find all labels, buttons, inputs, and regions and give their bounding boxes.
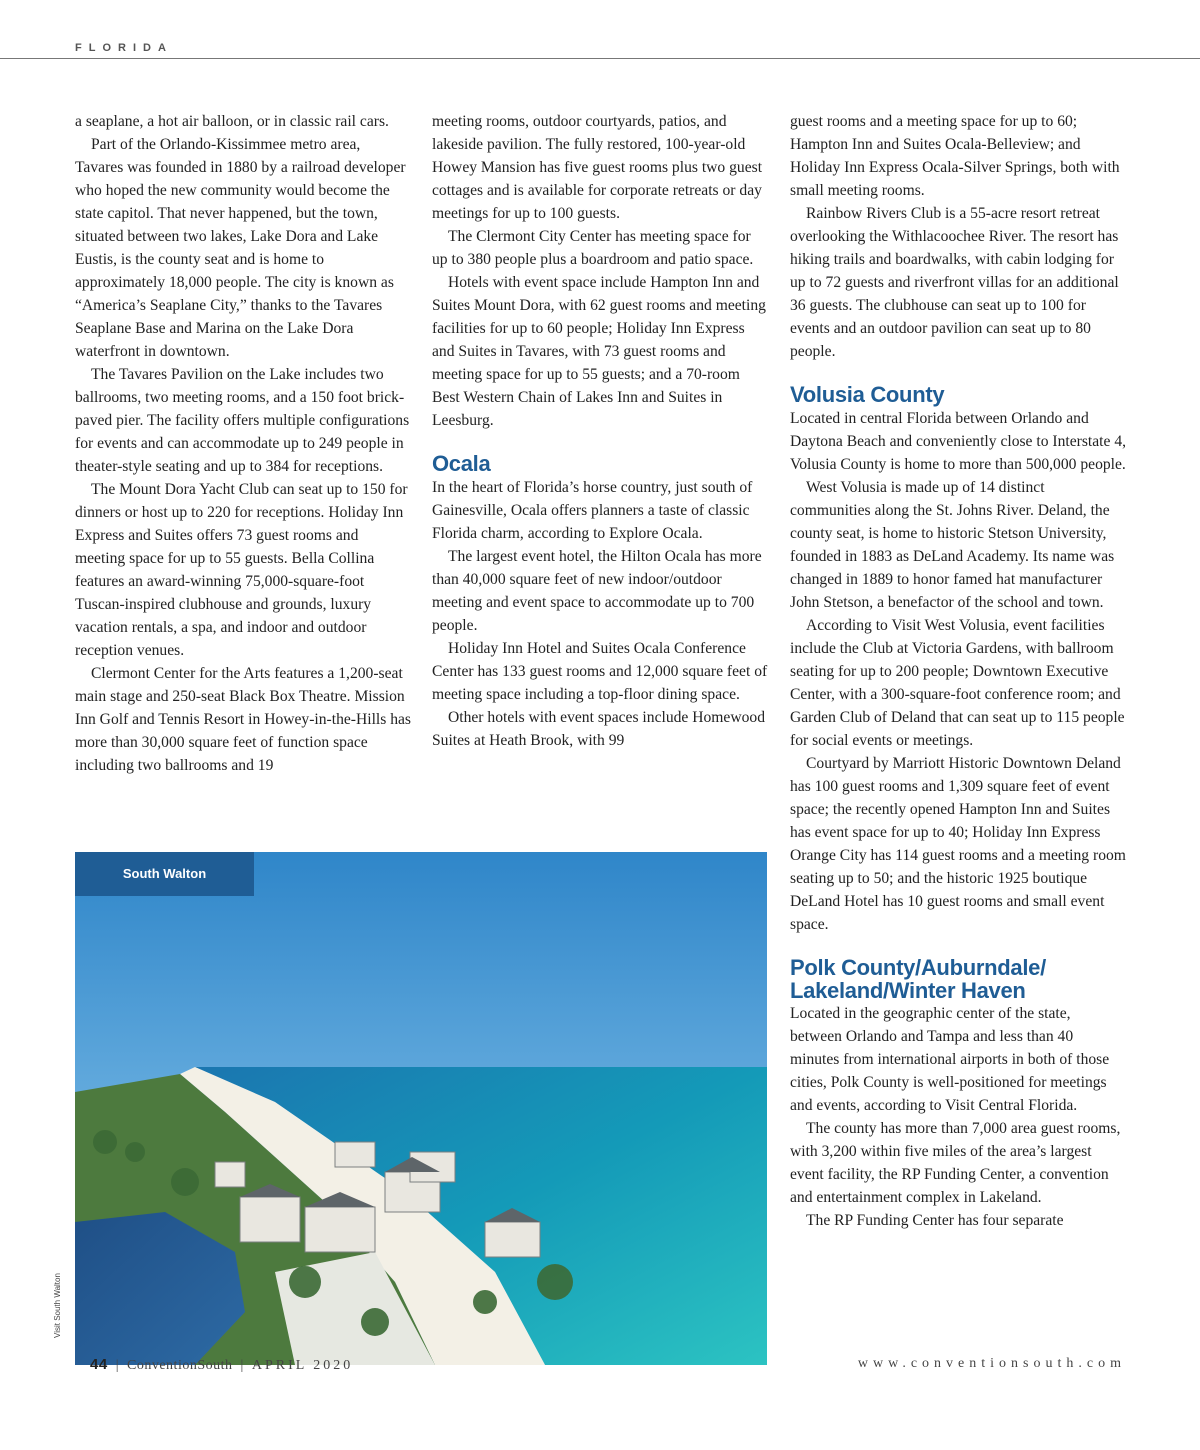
section-label: FLORIDA	[75, 42, 173, 54]
website-url: www.conventionsouth.com	[857, 1356, 1126, 1371]
paragraph: Located in central Florida between Orlando and Daytona Beach and conveniently close to Interstate 4, Volusia County is home to more than 500,000 people.	[790, 410, 1127, 473]
issue-date: APRIL 2020	[251, 1358, 354, 1373]
paragraph: Rainbow Rivers Club is a 55-acre resort retreat overlooking the Withlacoochee River. The resort has hiking trails and boardwalks, with cabin lodging for up to 72 guests and riverfront villas for an additional 36 guests. The clubhouse can seat up to 100 for events and an outdoor pavilion can seat up to 80 people.	[790, 205, 1119, 360]
column-2	[432, 110, 770, 752]
paragraph: According to Visit West Volusia, event facilities include the Club at Victoria Gardens, with ballroom seating for up to 200 people; Downtown Executive Center, with a 300-square-foot conference room; and Garden Club of Deland that can seat up to 115 people for social events or meetings.	[790, 617, 1125, 749]
paragraph: Located in the geographic center of the state, between Orlando and Tampa and less than 40 minutes from international airports in both of those cities, Polk County is well-positioned for meetings and events, according to Visit Central Florida.	[790, 1005, 1110, 1114]
paragraph: The RP Funding Center has four separate	[806, 1212, 1064, 1229]
paragraph: West Volusia is made up of 14 distinct communities along the St. Johns River. Deland, the county seat, is home to historic Stetson University, founded in 1883 as DeLand Academy. Its name was changed in 1889 to honor famed hat manufacturer John Stetson, a benefactor of the school and town.	[790, 479, 1115, 611]
photo-caption-tag: South Walton	[75, 852, 254, 896]
paragraph: The largest event hotel, the Hilton Ocala has more than 40,000 square feet of new indoor/outdoor meeting and event space to accommodate up to 700 people.	[432, 548, 762, 634]
footer-separator: |	[240, 1358, 244, 1373]
magazine-name: ConventionSouth	[127, 1358, 233, 1373]
paragraph: The Mount Dora Yacht Club can seat up to 150 for dinners or host up to 220 for receptions. Holiday Inn Express and Suites offers 73 guest rooms and meeting space for up to 55 guests. Bella Collina features an award-winning 75,000-square-foot Tuscan-inspired clubhouse and grounds, luxury vacation rentals, a spa, and indoor and outdoor reception venues.	[75, 481, 408, 659]
paragraph: Other hotels with event spaces include Homewood Suites at Heath Brook, with 99	[432, 709, 765, 749]
paragraph: Holiday Inn Hotel and Suites Ocala Conference Center has 133 guest rooms and 12,000 square feet of meeting space including a top-floor dining space.	[432, 640, 768, 703]
footer-separator: |	[115, 1358, 119, 1373]
paragraph: a seaplane, a hot air balloon, or in classic rail cars.	[75, 113, 389, 130]
footer-left	[90, 1356, 353, 1374]
paragraph: The county has more than 7,000 area guest rooms, with 3,200 within five miles of the area’s largest event facility, the RP Funding Center, a convention and entertainment complex in Lakeland.	[790, 1120, 1121, 1206]
heading-ocala: Ocala	[432, 451, 491, 476]
paragraph: guest rooms and a meeting space for up to 60; Hampton Inn and Suites Ocala-Belleview; and Holiday Inn Express Ocala-Silver Springs, both with small meeting rooms.	[790, 113, 1120, 199]
paragraph: Part of the Orlando-Kissimmee metro area, Tavares was founded in 1880 by a railroad developer who hoped the new community would become the state capitol. That never happened, but the town, situated between two lakes, Lake Dora and Lake Eustis, is the county seat and is home to approximately 18,000 people. The city is known as “America’s Seaplane City,” thanks to the Tavares Seaplane Base and Marina on the Lake Dora waterfront in downtown.	[75, 136, 406, 360]
paragraph: Hotels with event space include Hampton Inn and Suites Mount Dora, with 62 guest rooms and meeting facilities for up to 60 people; Holiday Inn Express and Suites in Tavares, with 73 guest rooms and meeting space for up to 55 guests; and a 70-room Best Western Chain of Lakes Inn and Suites in Leesburg.	[432, 274, 766, 429]
paragraph: Courtyard by Marriott Historic Downtown Deland has 100 guest rooms and 1,309 square feet of event space; the recently opened Hampton Inn and Suites has event space for up to 40; Holiday Inn Express Orange City has 114 guest rooms and a meeting room seating up to 50; and the historic 1925 boutique DeLand Hotel has 10 guest rooms and small event space.	[790, 755, 1126, 933]
paragraph: In the heart of Florida’s horse country, just south of Gainesville, Ocala offers planners a taste of classic Florida charm, according to Explore Ocala.	[432, 479, 753, 542]
heading-volusia: Volusia County	[790, 382, 945, 407]
header-rule	[0, 58, 1200, 59]
photo-credit: Visit South Walton	[53, 1273, 62, 1338]
page-number: 44	[90, 1356, 108, 1373]
paragraph: The Clermont City Center has meeting space for up to 380 people plus a boardroom and patio space.	[432, 228, 754, 268]
paragraph: Clermont Center for the Arts features a 1,200-seat main stage and 250-seat Black Box Theatre. Mission Inn Golf and Tennis Resort in Howey-in-the-Hills has more than 30,000 square feet of function space including two ballrooms and 19	[75, 665, 411, 774]
paragraph: The Tavares Pavilion on the Lake includes two ballrooms, two meeting rooms, and a 150 foot brick-paved pier. The facility offers multiple configurations for events and can accommodate up to 249 people in theater-style seating and up to 384 for receptions.	[75, 366, 410, 475]
column-3	[790, 110, 1126, 1232]
column-1	[75, 110, 411, 777]
paragraph: meeting rooms, outdoor courtyards, patios, and lakeside pavilion. The fully restored, 100-year-old Howey Mansion has five guest rooms plus two guest cottages and is available for corporate retreats or day meetings for up to 100 guests.	[432, 113, 763, 222]
heading-polk: Polk County/Auburndale/ Lakeland/Winter Haven	[790, 955, 1046, 1003]
beach-aerial-photo	[75, 852, 767, 1365]
